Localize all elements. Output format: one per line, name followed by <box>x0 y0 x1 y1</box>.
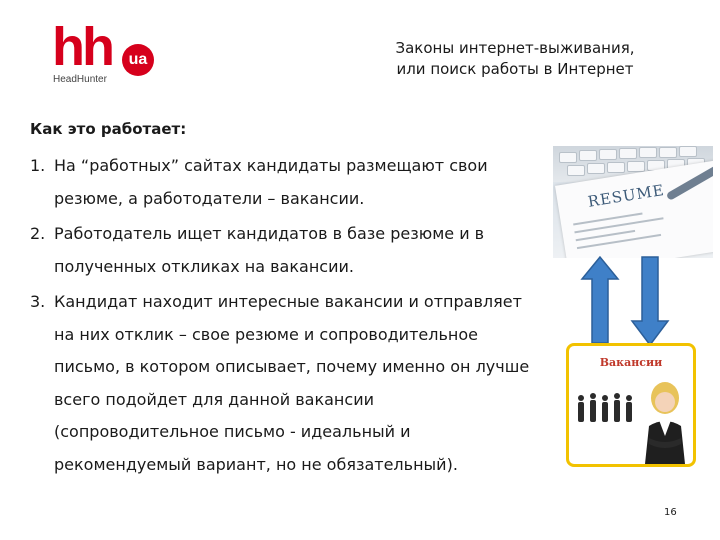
step-item <box>30 218 540 283</box>
slide-title <box>330 38 700 80</box>
step-number: 1. <box>30 156 46 175</box>
step-text: Кандидат находит интересные вакансии и отправляет на них отклик – свое резюме и сопроводительное письмо, в котором описывает, почему именно он лучше всего подойдет для данной вакансии (сопроводительное письмо - идеальный и рекомендуемый вариант, но не обязательный). <box>54 292 530 474</box>
vacancy-title: Вакансии <box>599 356 663 369</box>
headhunter-logo <box>52 17 162 90</box>
step-text: Работодатель ищет кандидатов в базе резюме и в полученных откликах на вакансии. <box>54 224 485 276</box>
step-item <box>30 150 540 215</box>
step-number: 3. <box>30 292 46 311</box>
vacancy-illustration <box>566 343 696 467</box>
slide-title-line-2: или поиск работы в Интернет <box>396 60 634 78</box>
exchange-arrows <box>580 255 690 347</box>
logo-ua-badge: ua <box>122 44 154 76</box>
slide-title-line-1: Законы интернет-выживания, <box>395 39 635 57</box>
arrow-down-icon <box>632 257 668 345</box>
recruiter-figure <box>645 382 685 464</box>
steps-list <box>30 150 540 484</box>
step-text: На “работных” сайтах кандидаты размещают свои резюме, а работодатели – вакансии. <box>54 156 488 208</box>
resume-paper-title: RESUME <box>586 180 666 211</box>
step-item <box>30 286 540 481</box>
step-number: 2. <box>30 224 46 243</box>
intro-heading: Как это работает: <box>30 120 187 138</box>
page-number: 16 <box>664 507 677 518</box>
logo-wordmark: HeadHunter <box>53 74 107 85</box>
arrow-up-icon <box>582 257 618 343</box>
job-seekers-image <box>569 346 693 464</box>
logo-hh-mark: hh <box>52 17 112 77</box>
resume-photo <box>553 146 713 258</box>
